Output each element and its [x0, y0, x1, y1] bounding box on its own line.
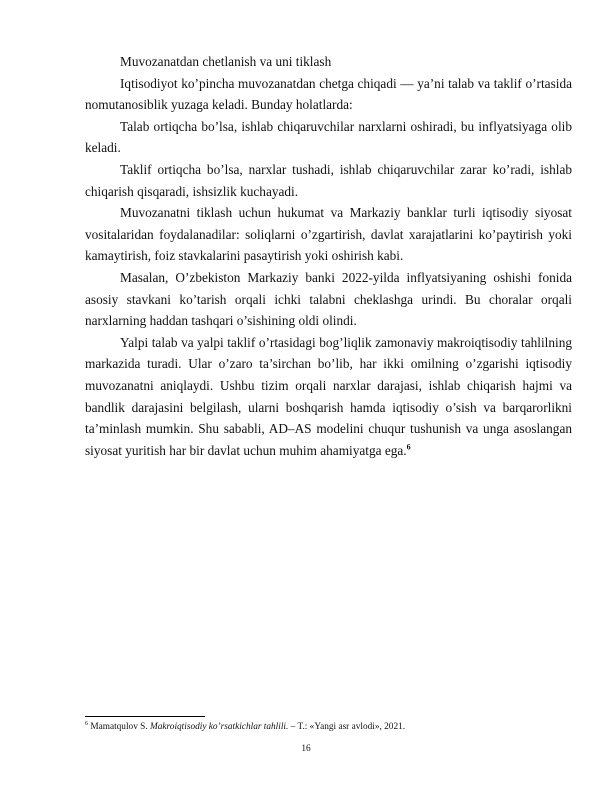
paragraph: Muvozanatni tiklash uchun hukumat va Markaziy banklar turli iqtisodiy siyosat vositalaridan foydalanadilar: soliqlarni o’zgartirish, davlat xarajatlarini ko’paytirish yoki kamaytirish, foiz stavkalarini pasaytirish yoki oshirish kabi.	[85, 205, 572, 264]
page-number: 16	[301, 744, 311, 754]
footnote-separator	[85, 716, 205, 717]
paragraph: Iqtisodiyot ko’pincha muvozanatdan chetga chiqadi — ya’ni talab va taklif o’rtasida nomutanosiblik yuzaga keladi. Bunday holatlarda:	[85, 75, 572, 113]
footnote	[85, 721, 572, 733]
footnote-reference[interactable]: 6	[406, 442, 411, 452]
paragraph: Talab ortiqcha bo’lsa, ishlab chiqaruvchilar narxlarni oshiradi, bu inflyatsiyaga olib keladi.	[85, 118, 572, 156]
footnote-title: Makroiqtisodiy ko’rsatkichlar tahlili.	[150, 722, 289, 732]
paragraph-with-footnote	[85, 332, 572, 462]
footnote-publisher: – T.: «Yangi asr avlodi», 2021.	[290, 722, 406, 732]
paragraph: Masalan, O’zbekiston Markaziy banki 2022-yilda inflyatsiyaning oshishi fonida asosiy stavkani ko’tarish orqali ichki talabni cheklashga urindi. Bu choralar orqali narxlarning haddan tashqari o’sishining oldi olindi.	[85, 269, 572, 329]
footnote-author: Mamatqulov S.	[90, 722, 148, 732]
document-body	[85, 51, 572, 461]
section-title: Muvozanatdan chetlanish va uni tiklash	[120, 54, 332, 69]
paragraph-text: Yalpi talab va yalpi taklif o’rtasidagi bog’liqlik zamonaviy makroiqtisodiy tahlilning markazida turadi. Ular o’zaro ta’sirchan bo’lib, har ikki omilning o’zgarishi iqtisodiy muvozanatni aniqlaydi. Ushbu tizim orqali narxlar darajasi, ishlab chiqarish hajmi va bandlik darajasini belgilash, ularni boshqarish hamda iqtisodiy o’sish va barqarorlikni ta’minlash mumkin. Shu sababli, AD–AS modelini chuqur tushunish va unga asoslangan siyosat yuritish har bir davlat uchun muhim ahamiyatga ega.	[85, 334, 572, 458]
footnote-marker: 6	[85, 720, 88, 727]
paragraph: Taklif ortiqcha bo’lsa, narxlar tushadi, ishlab chiqaruvchilar zarar ko’radi, ishlab chiqarish qisqaradi, ishsizlik kuchayadi.	[85, 161, 572, 199]
